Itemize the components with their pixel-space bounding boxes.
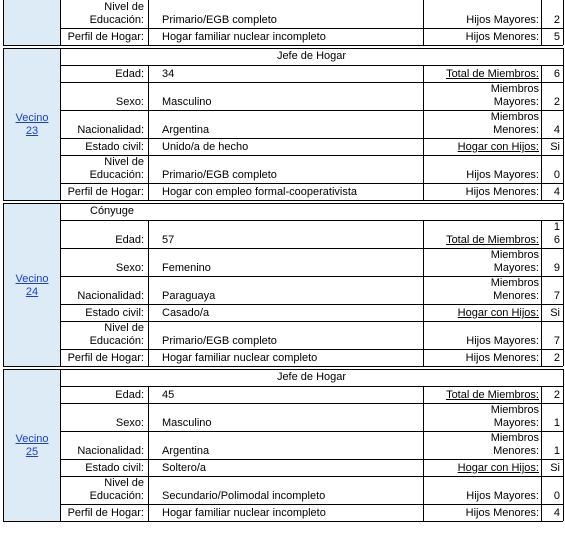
- row-divider: [60, 386, 563, 387]
- stat-label-line: Miembros: [490, 277, 539, 289]
- stat-value: [542, 335, 560, 348]
- stat-label: [425, 186, 539, 199]
- stat-value: [542, 186, 560, 199]
- field-label-line: Perfil de Hogar:: [67, 31, 144, 43]
- field-value: Secundario/Polimodal incompleto: [162, 490, 326, 502]
- stat-label-line: Hijos Menores:: [465, 186, 539, 198]
- stat-label: [425, 31, 539, 44]
- field-label: [62, 322, 144, 348]
- column-divider: [148, 65, 149, 200]
- row-divider: [60, 349, 563, 350]
- stat-label: [425, 389, 539, 402]
- field-label-line: Nacionalidad:: [77, 445, 144, 457]
- field-label: [62, 96, 144, 109]
- row-divider: [60, 459, 563, 460]
- column-divider: [148, 386, 149, 521]
- column-divider: [148, 220, 149, 366]
- stat-label: [425, 249, 539, 275]
- field-label: [62, 477, 144, 503]
- stat-value-line: 9: [553, 262, 560, 274]
- stat-label-line: Hijos Mayores:: [466, 490, 539, 502]
- stat-value: [542, 169, 560, 182]
- vecino-link-line: 24: [25, 285, 39, 298]
- stat-label-line: Hogar con Hijos:: [457, 462, 539, 474]
- stat-value: [542, 307, 560, 320]
- stat-label-line: Total de Miembros:: [446, 68, 539, 80]
- stat-value-line: 1: [553, 417, 560, 429]
- field-label-line: Perfil de Hogar:: [67, 186, 144, 198]
- stat-value: [542, 417, 560, 430]
- vecino-link[interactable]: [4, 433, 60, 459]
- stat-label-line: Miembros: [490, 111, 539, 123]
- field-label-line: Sexo:: [115, 417, 144, 429]
- field-value: Primario/EGB completo: [162, 14, 277, 26]
- stat-label: [425, 352, 539, 365]
- stat-label-line: Miembros: [490, 249, 539, 261]
- stat-label: [425, 277, 539, 303]
- stat-value: [542, 445, 560, 458]
- stat-label-line: Mayores:: [493, 96, 539, 108]
- row-divider: [3, 369, 563, 370]
- stat-label: [425, 507, 539, 520]
- row-divider: [60, 220, 563, 221]
- field-label: [62, 234, 144, 247]
- field-label-line: Educación:: [89, 335, 144, 347]
- stat-value: [542, 290, 560, 303]
- stat-label-line: Total de Miembros:: [446, 234, 539, 246]
- row-divider: [60, 304, 563, 305]
- stat-value: [542, 96, 560, 109]
- row-divider: [3, 203, 563, 204]
- column-divider: [148, 0, 149, 45]
- vecino-cell: [3, 203, 61, 367]
- stat-value: [542, 68, 560, 81]
- stat-label-line: Hijos Mayores:: [466, 169, 539, 181]
- row-divider: [3, 48, 563, 49]
- field-value: Unido/a de hecho: [162, 141, 249, 153]
- block-header: Jefe de Hogar: [276, 50, 347, 62]
- field-label: [62, 507, 144, 520]
- field-label: [62, 68, 144, 81]
- column-divider: [541, 386, 542, 521]
- stat-value-line: 6: [553, 234, 560, 246]
- stat-value: [542, 31, 560, 44]
- field-label: [62, 124, 144, 137]
- field-value: Hogar con empleo formal-cooperativista: [162, 186, 358, 198]
- field-label-line: Edad:: [115, 389, 144, 401]
- field-label: [62, 389, 144, 402]
- stat-value: [542, 507, 560, 520]
- field-label-line: Perfil de Hogar:: [67, 352, 144, 364]
- block-header: Cónyuge: [90, 205, 135, 217]
- stat-label-line: Hogar con Hijos:: [457, 307, 539, 319]
- field-label-line: Estado civil:: [85, 307, 144, 319]
- stat-label-line: Miembros: [490, 83, 539, 95]
- stat-label-line: Hijos Menores:: [465, 507, 539, 519]
- vecino-link-line: 23: [25, 125, 39, 137]
- stat-label-line: Total de Miembros:: [446, 389, 539, 401]
- stat-label: [425, 141, 539, 154]
- field-value: 57: [162, 234, 175, 246]
- stat-value-line: 6: [553, 68, 560, 80]
- column-divider: [563, 203, 564, 366]
- vecino-cell: [3, 48, 61, 201]
- field-label-line: Nacionalidad:: [77, 290, 144, 302]
- stat-value: [542, 124, 560, 137]
- field-label: [62, 290, 144, 303]
- field-value: Masculino: [162, 96, 212, 108]
- row-divider: [60, 366, 563, 367]
- field-label: [62, 445, 144, 458]
- stat-value: [542, 141, 560, 154]
- field-label-line: Educación:: [89, 14, 144, 26]
- stat-value: [542, 14, 560, 27]
- field-label-line: Estado civil:: [85, 462, 144, 474]
- field-label-line: Nivel de: [104, 322, 144, 334]
- field-value: Argentina: [162, 124, 210, 136]
- vecino-link-line: Vecino: [15, 433, 49, 445]
- vecino-link-line: 25: [25, 446, 39, 458]
- column-divider: [563, 48, 564, 200]
- stat-label-line: Miembros: [490, 432, 539, 444]
- field-value: Hogar familiar nuclear incompleto: [162, 31, 326, 43]
- field-label: [62, 307, 144, 320]
- column-divider: [423, 220, 424, 366]
- field-value: Soltero/a: [162, 462, 207, 474]
- stat-value-line: 1: [553, 221, 560, 233]
- field-label-line: Nivel de: [104, 477, 144, 489]
- field-label: [62, 417, 144, 430]
- column-divider: [563, 369, 564, 521]
- row-divider: [60, 200, 563, 201]
- field-label-line: Estado civil:: [85, 141, 144, 153]
- field-label: [62, 31, 144, 44]
- field-label: [62, 156, 144, 182]
- vecino-cell: [3, 369, 61, 522]
- field-label: [62, 1, 144, 27]
- stat-value-line: 4: [553, 186, 560, 198]
- stat-label-line: Menores:: [493, 124, 539, 136]
- row-divider: [60, 65, 563, 66]
- stat-value: [542, 262, 560, 275]
- stat-value-line: 2: [553, 389, 560, 401]
- stat-label: [425, 307, 539, 320]
- field-label-line: Nivel de: [104, 156, 144, 168]
- stat-label: [425, 404, 539, 430]
- field-value: 34: [162, 68, 175, 80]
- field-label-line: Educación:: [89, 169, 144, 181]
- field-value: Argentina: [162, 445, 210, 457]
- vecino-cell: [3, 0, 61, 46]
- column-divider: [423, 0, 424, 45]
- stat-value-line: 4: [553, 507, 560, 519]
- field-value: Paraguaya: [162, 290, 216, 302]
- field-label-line: Edad:: [115, 234, 144, 246]
- stat-value-line: 2: [553, 96, 560, 108]
- field-label: [62, 141, 144, 154]
- stat-label-line: Mayores:: [493, 262, 539, 274]
- field-value: Masculino: [162, 417, 212, 429]
- stat-label-line: Mayores:: [493, 417, 539, 429]
- field-value: Primario/EGB completo: [162, 335, 277, 347]
- stat-label-line: Hogar con Hijos:: [457, 141, 539, 153]
- field-label: [62, 186, 144, 199]
- stat-value: [542, 221, 560, 247]
- stat-label: [425, 490, 539, 503]
- stat-label-line: Hijos Mayores:: [466, 335, 539, 347]
- column-divider: [563, 0, 564, 45]
- field-label: [62, 262, 144, 275]
- row-divider: [60, 138, 563, 139]
- block-header: Jefe de Hogar: [276, 371, 347, 383]
- field-label-line: Sexo:: [115, 262, 144, 274]
- field-label-line: Nacionalidad:: [77, 124, 144, 136]
- field-label-line: Sexo:: [115, 96, 144, 108]
- stat-value-line: 2: [553, 352, 560, 364]
- stat-value-line: 0: [553, 490, 560, 502]
- stat-label: [425, 14, 539, 27]
- field-value: Hogar familiar nuclear incompleto: [162, 507, 326, 519]
- stat-value-line: 2: [553, 14, 560, 26]
- stat-value: [542, 389, 560, 402]
- row-divider: [60, 45, 563, 46]
- field-value: 45: [162, 389, 175, 401]
- stat-value-line: 0: [553, 169, 560, 181]
- vecino-link[interactable]: [4, 273, 60, 299]
- row-divider: [60, 183, 563, 184]
- stat-label: [425, 83, 539, 109]
- stat-value-line: 1: [553, 445, 560, 457]
- stat-label-line: Hijos Mayores:: [466, 14, 539, 26]
- row-divider: [60, 504, 563, 505]
- stat-label: [425, 169, 539, 182]
- stat-value-line: Si: [550, 462, 560, 474]
- row-divider: [60, 28, 563, 29]
- column-divider: [541, 0, 542, 45]
- stat-value: [542, 352, 560, 365]
- stat-value-line: Si: [550, 141, 560, 153]
- stat-label-line: Menores:: [493, 290, 539, 302]
- field-label-line: Perfil de Hogar:: [67, 507, 144, 519]
- stat-label: [425, 234, 539, 247]
- field-label-line: Edad:: [115, 68, 144, 80]
- column-divider: [541, 65, 542, 200]
- stat-label: [425, 68, 539, 81]
- stat-label-line: Hijos Menores:: [465, 31, 539, 43]
- stat-value-line: Si: [550, 307, 560, 319]
- field-label: [62, 352, 144, 365]
- stat-value-line: 7: [553, 335, 560, 347]
- stat-value: [542, 490, 560, 503]
- stat-label: [425, 462, 539, 475]
- field-value: Primario/EGB completo: [162, 169, 277, 181]
- field-label-line: Educación:: [89, 490, 144, 502]
- field-label-line: Nivel de: [104, 1, 144, 13]
- vecino-link-line: Vecino: [15, 272, 49, 285]
- vecino-link-line: Vecino: [15, 112, 49, 124]
- column-divider: [423, 386, 424, 521]
- field-label: [62, 462, 144, 475]
- stat-label-line: Miembros: [490, 404, 539, 416]
- stat-label-line: Menores:: [493, 445, 539, 457]
- column-divider: [541, 220, 542, 366]
- vecino-link[interactable]: [4, 112, 60, 138]
- stat-label-line: Hijos Menores:: [465, 352, 539, 364]
- field-value: Hogar familiar nuclear completo: [162, 352, 318, 364]
- stat-label: [425, 335, 539, 348]
- stat-value: [542, 462, 560, 475]
- stat-value-line: 5: [553, 31, 560, 43]
- stat-value-line: 4: [553, 124, 560, 136]
- column-divider: [423, 65, 424, 200]
- stat-value-line: 7: [553, 290, 560, 302]
- field-value: Femenino: [162, 262, 211, 274]
- field-value: Casado/a: [162, 307, 210, 319]
- stat-label: [425, 432, 539, 458]
- row-divider: [60, 521, 563, 522]
- stat-label: [425, 111, 539, 137]
